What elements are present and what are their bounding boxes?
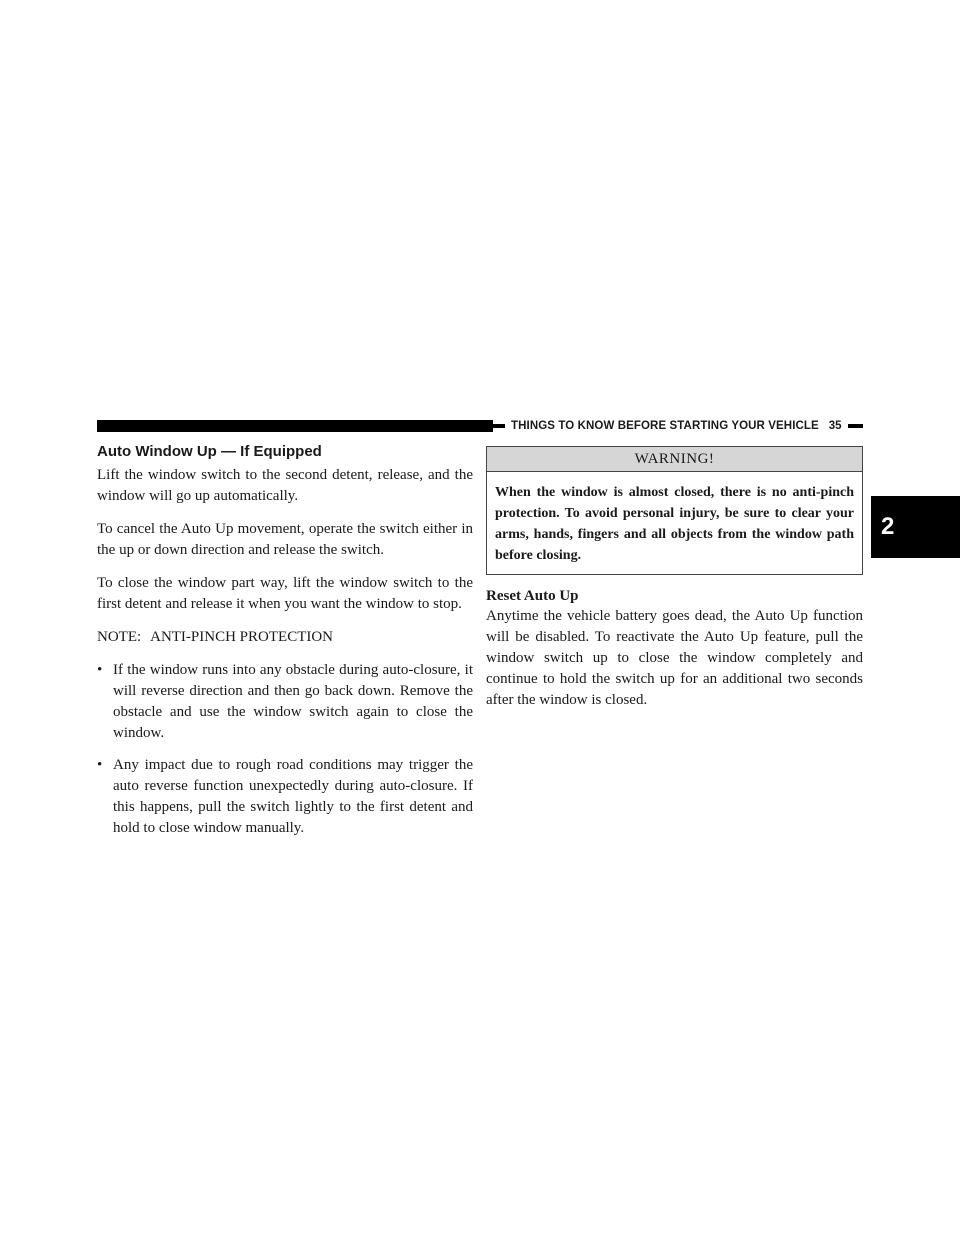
bullet-icon: • (97, 662, 103, 678)
running-header (505, 419, 848, 433)
subheading: Reset Auto Up (486, 588, 579, 604)
warning-box (486, 446, 863, 575)
note-label: NOTE: (97, 629, 142, 645)
right-column (486, 446, 863, 723)
reset-paragraph: Anytime the vehicle battery goes dead, the Auto Up function will be disabled. To reactivate the Auto Up feature, pull the window switch up to close the window completely and continue to hold the switch up for an additional two seconds after the window is closed. (486, 608, 863, 708)
paragraph-3: To close the window part way, lift the window switch to the first detent and release it when you want the window to stop. (97, 575, 473, 612)
chapter-tab (871, 496, 960, 558)
bullet-list (97, 660, 473, 839)
section-heading: Auto Window Up — If Equipped (97, 443, 322, 460)
header-title: THINGS TO KNOW BEFORE STARTING YOUR VEHICLE (511, 420, 819, 432)
warning-text: When the window is almost closed, there is no anti-pinch protection. To avoid personal injury, be sure to clear your arms, hands, fingers and all objects from the window path before closing. (495, 485, 854, 563)
paragraph-2: To cancel the Auto Up movement, operate the switch either in the up or down direction and release the switch. (97, 521, 473, 558)
note (97, 627, 473, 648)
warning-title: WARNING! (487, 447, 862, 472)
bullet-icon: • (97, 757, 103, 773)
page-number: 35 (828, 420, 842, 432)
bullet-text: Any impact due to rough road conditions may trigger the auto reverse function unexpectedly during auto-closure. If this happens, pull the switch lightly to the first detent and hold to close window manually. (113, 757, 473, 836)
chapter-number: 2 (881, 513, 895, 540)
header-rule-thick (97, 420, 493, 432)
list-item (97, 755, 473, 839)
list-item (97, 660, 473, 744)
left-column (97, 443, 473, 850)
bullet-text: If the window runs into any obstacle during auto-closure, it will reverse direction and then go back down. Remove the obstacle and use the window switch again to close the window. (113, 662, 473, 741)
paragraph-1: Lift the window switch to the second detent, release, and the window will go up automatically. (97, 467, 473, 504)
note-text: ANTI-PINCH PROTECTION (150, 629, 334, 645)
